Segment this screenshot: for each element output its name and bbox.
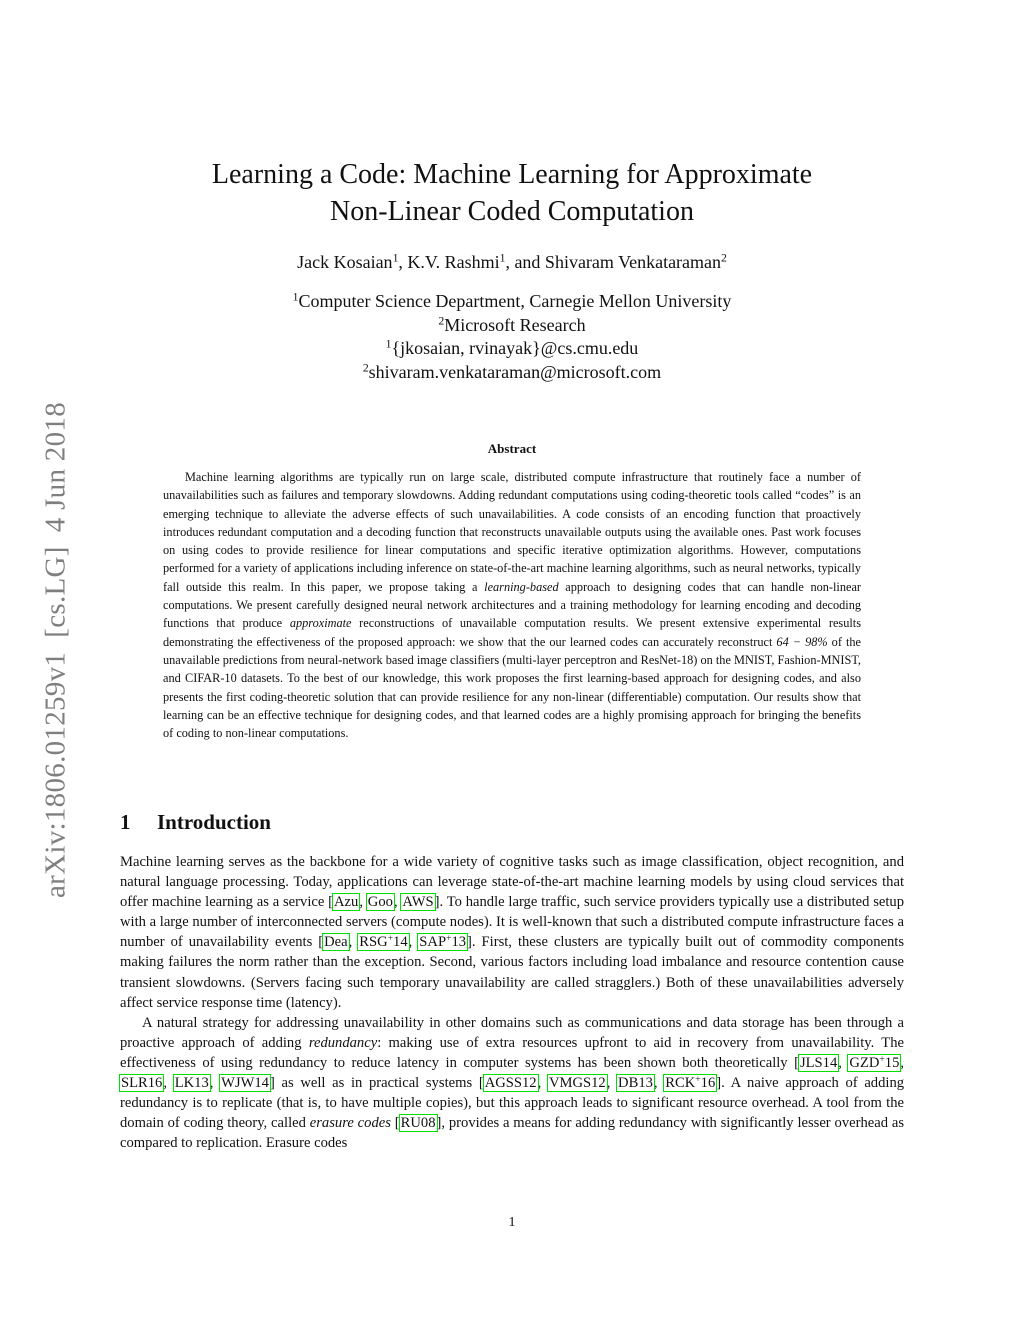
emphasis: erasure codes [309,1115,391,1132]
arxiv-date: 4 Jun 2018 [39,401,72,533]
title-line-2: Non-Linear Coded Computation [330,196,694,227]
citation-link[interactable]: Azu [334,894,359,911]
paper-title [120,156,904,230]
arxiv-identifier-stamp [40,402,73,898]
citation-link[interactable]: AGSS12 [484,1075,537,1092]
citation-link[interactable]: DB13 [618,1075,653,1092]
citation-link[interactable]: GZD+15 [849,1054,900,1071]
math-range: 64 − 98% [776,634,828,649]
title-line-1: Learning a Code: Machine Learning for Approximate [211,159,813,190]
section-heading [120,810,271,835]
citation-link[interactable]: AWS [402,894,434,911]
author-affiliation-mark: 2 [721,251,727,265]
arxiv-id: arXiv:1806.01259v1 [39,651,72,899]
author-name: and Shivaram Venkataraman [514,252,722,272]
citation-link[interactable]: Goo [367,894,393,911]
author-name: Jack Kosaian [297,252,393,272]
author-affiliation-mark: 1 [499,251,506,265]
email-line: $^2$shivaram.venkataraman@microsoft.com [362,361,662,382]
author-affiliation-mark: 1 [392,251,399,265]
author-name: K.V. Rashmi [407,252,500,272]
affiliation-line: $^1$Computer Science Department, Carnegie Mellon University [292,290,732,311]
email-line: $^1${jkosaian, rvinayak}@cs.cmu.edu [385,337,639,358]
author-list: Jack Kosaian$^1$, K.V. Rashmi$^1$, and Shivaram Venkataraman$^2$ [297,251,727,272]
abstract-heading: Abstract [487,441,537,456]
affiliations [120,290,904,384]
section-title: Introduction [157,810,271,834]
paragraph: A natural strategy for addressing unavailability in other domains such as communications and data storage has been through a proactive approach of adding redundancy: making use of extra resources upfront to aid in recovery from unavailability. The effectiveness of using redundancy to reduce latency in computer systems has been shown both theoretically [JLS14, GZD+15, SLR16, LK13, WJW14] as well as in practical systems [AGSS12, VMGS12, DB13, RCK+16]. A naive approach of adding redundancy is to replicate (that is, to have multiple copies), but this approach leads to significant resource overhead. A tool from the domain of coding theory, called erasure codes [RU08], provides a means for adding redundancy with significantly lesser overhead as compared to replication. Erasure codes [120,1014,905,1152]
citation-link[interactable]: SLR16 [121,1075,163,1092]
affiliation-line: $^2$Microsoft Research [438,314,586,335]
citation-link[interactable]: WJW14 [221,1075,269,1092]
emphasis: approximate [289,616,352,631]
citation-link[interactable]: VMGS12 [548,1075,606,1092]
section-number: 1 [120,810,131,834]
emphasis: redundancy [308,1034,378,1051]
citation-link[interactable]: RCK+16 [665,1074,716,1092]
citation-link[interactable]: JLS14 [799,1054,838,1071]
citation-link[interactable]: SAP+13 [419,934,467,951]
paragraph: Machine learning serves as the backbone for a wide variety of cognitive tasks such as image classification, object recognition, and natural language processing. Today, applications can leverage state-of-the-art machine learning models by using cloud services that offer machine learning as a service [Azu, Goo, AWS]. To handle large traffic, such service providers typically use a distributed setup with a large number of interconnected servers (compute nodes). It is well-known that such a distributed compute infrastructure faces a number of unavailability events [Dea, RSG+14, SAP+13]. First, these clusters are typically built out of commodity components making failures the norm rather than the exception. Second, various factors including load imbalance and resource contention cause transient slowdowns. (Servers facing such temporary unavailability are called stragglers.) Both of these unavailabilities adversely affect service response time (latency). [120,854,905,1011]
emphasis: learning-based [484,579,559,594]
arxiv-category: [cs.LG] [39,546,72,638]
citation-link[interactable]: RSG+14 [359,934,408,951]
citation-link[interactable]: LK13 [174,1075,209,1092]
abstract-body: Machine learning algorithms are typically run on large scale, distributed compute infrastructure that routinely face a number of unavailabilities such as failures and temporary slowdowns. Adding redundant computations using coding-theoretic tools called “codes” is an emerging technique to alleviate the adverse effects of such unavailabilities. A code consists of an encoding function that proactively introduces redundant computation and a decoding function that reconstructs unavailable outputs using the available ones. Past work focuses on using codes to provide resilience for linear computations and specific iterative optimization algorithms. However, computations performed for a variety of applications including inference on state-of-the-art machine learning algorithms, such as neural networks, typically fall outside this realm. In this paper, we propose taking a learning-based approach to designing codes that can handle non-linear computations. We present carefully designed neural network architectures and a training methodology for learning encoding and decoding functions that produce approximate reconstructions of unavailable computation results. We present extensive experimental results demonstrating the effectiveness of the proposed approach: we show that the our learned codes can accurately reconstruct 64 − 98% of the unavailable predictions from neural-network based image classifiers (multi-layer perceptron and ResNet-18) on the MNIST, Fashion-MNIST, and CIFAR-10 datasets. To the best of our knowledge, this work proposes the first learning-based approach for designing codes, and also presents the first coding-theoretic solution that can provide resilience for any non-linear (differentiable) computation. Our results show that learning can be an effective technique for designing codes, and that learned codes are a highly promising approach for bringing the benefits of coding to non-linear computations. [163,470,862,741]
citation-link[interactable]: RU08 [400,1115,436,1132]
page-number: 1 [508,1215,516,1230]
introduction-body [120,852,904,1153]
citation-link[interactable]: Dea [324,934,348,951]
